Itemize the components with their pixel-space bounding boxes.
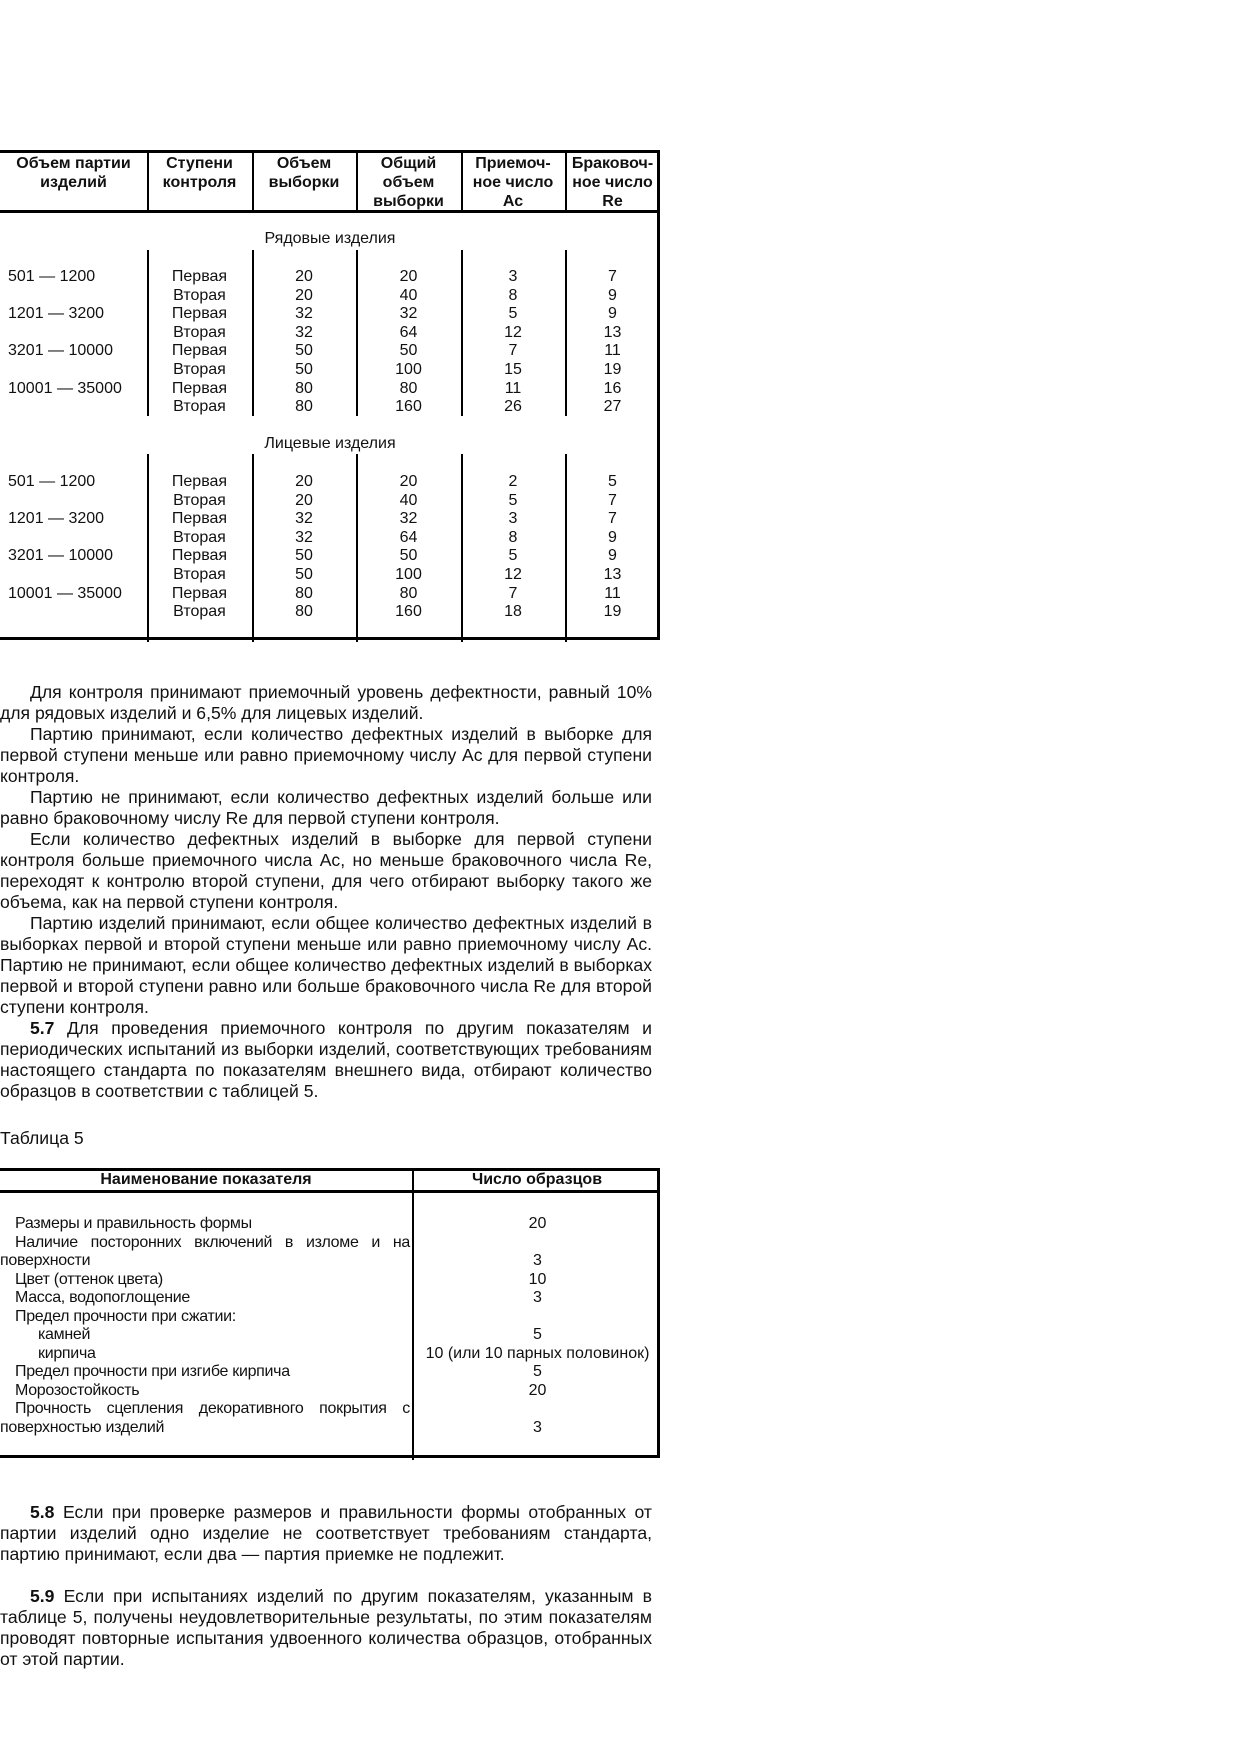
table-cell: Первая [171,473,228,490]
table-cell: 50 [399,342,418,360]
table-cell: 19 [603,361,622,378]
table-cell: 20 [295,473,313,490]
table-cell: 16 [603,379,622,397]
table-cell: 100 [395,566,422,583]
table-cell: 64 [399,528,418,546]
table-cell: 11 [504,379,522,397]
table-cell: 8 [508,528,518,546]
table-cell: 40 [399,286,418,304]
table-cell [8,361,147,380]
header-sample-count: Число образцов [471,1171,603,1188]
header-lot-size [0,154,147,210]
table-cell: 50 [295,566,313,583]
header-line: Ас [502,193,524,210]
indicator-name: камней [38,1326,91,1343]
table-cell: 32 [295,510,313,528]
paragraph-text: Партию не принимают, если количество дефектных изделий больше или равно браковочному числу Re для первой ступени контроля. [0,787,652,828]
table-cell: 501 — 1200 [8,268,96,285]
table-cell: 32 [295,528,313,546]
paragraph-text: Для контроля принимают приемочный уровень дефектности, равный 10% для рядовых изделий и 6,5% для лицевых изделий. [0,682,652,723]
header-line: Re [602,193,623,210]
sample-count: 3 [533,1418,542,1436]
table-cell: 7 [608,268,617,285]
table-cell: 10001 — 35000 [8,379,122,397]
table-cell: 80 [399,584,418,602]
clause-number: 5.7 [30,1018,67,1038]
table-cell: 9 [608,528,617,546]
table-cell: 19 [603,603,622,621]
table-cell: 501 — 1200 [8,473,96,490]
header-line: выборки [268,174,340,191]
paragraph-text: Партию изделий принимают, если общее количество дефектных изделий в выборках первой и второй ступени меньше или равно приемочному числу Ас. Партию не принимают, если общее количество дефектных изделий в выборках первой и второй ступени равно или больше браковочного числа Re для второй ступени контроля. [0,913,652,1017]
table-cell: 50 [295,361,313,378]
table-cell: 80 [399,379,418,397]
indicator-name: поверхности [0,1252,91,1269]
header-indicator-name: Наименование показателя [100,1171,312,1188]
header-line: Объем партии [16,155,131,172]
header-acceptance-number [461,154,565,210]
table-cell: Вторая [173,603,226,621]
sample-count-table [0,1168,660,1460]
table-cell: 50 [295,547,313,565]
sample-count: 3 [533,1289,542,1306]
table5-caption: Таблица 5 [0,1128,84,1148]
table-cell [8,603,147,622]
table-cell: 26 [504,398,522,416]
section-title: Лицевые изделия [264,435,396,452]
paragraph [0,724,652,787]
table-cell: 11 [604,584,621,602]
table-cell: 3201 — 10000 [8,547,113,565]
table-cell: 27 [603,398,622,416]
header-line: выборки [373,193,444,210]
table-cell: 160 [395,603,422,621]
section-title: Рядовые изделия [264,230,396,247]
paragraph [0,787,652,829]
paragraph-text: Для проведения приемочного контроля по другим показателям и периодических испытаний из выборки изделий, соответствующих требованиям настоящего стандарта по показателям внешнего вида, отбирают количество образцов в соответствии с таблицей 5. [0,1018,652,1101]
paragraph-text: Партию принимают, если количество дефектных изделий в выборке для первой ступени меньше или равно приемочному числу Ас для первой ступени контроля. [0,724,652,786]
table-cell: Первая [171,342,228,360]
table-cell: Вторая [173,566,226,583]
table-cell: 64 [399,323,418,341]
table-cell: 5 [508,491,518,509]
paragraph [0,829,652,913]
table-cell: Первая [171,379,228,397]
paragraph [0,682,652,724]
table-cell: 13 [603,566,622,583]
header-line: Ступени [166,155,233,172]
header-line: Браковоч- [571,155,654,172]
table-cell: Первая [171,547,228,565]
paragraph-text: Если при проверке размеров и правильности формы отобранных от партии изделий одно изделие не соответствует требованиям стандарта, партию принимают, если два — партия приемке не подлежит. [0,1502,652,1564]
table-cell: 7 [508,342,518,360]
table-cell: 40 [399,491,418,509]
header-divider [0,1190,660,1193]
table-cell: 3201 — 10000 [8,342,113,360]
indicator-name: Прочность сцепления декоративного покрытия с [15,1400,410,1417]
table-cell: 20 [399,473,418,490]
table-cell: 2 [508,473,518,490]
table-cell: 7 [608,491,617,509]
table-cell: 80 [295,603,313,621]
header-control-stage [147,154,252,210]
indicator-name: кирпича [38,1344,96,1362]
table-cell: Первая [171,268,228,285]
table-cell: 5 [508,547,518,565]
header-sample-size [252,154,356,210]
indicator-name: Морозостойкость [15,1381,140,1399]
header-total-sample-size [356,154,461,210]
sampling-plan-table [0,150,660,642]
header-line: Общий [380,155,437,172]
table-cell [8,398,147,417]
sample-count: 5 [533,1326,542,1343]
table-cell: 9 [608,286,617,304]
table-cell: 8 [508,286,518,304]
indicator-name: Предел прочности при изгибе кирпича [15,1363,290,1380]
clause-number: 5.9 [30,1586,64,1606]
table-cell: 80 [295,379,313,397]
paragraph-text: Если при испытаниях изделий по другим показателям, указанным в таблице 5, получены неудовлетворительные результаты, по этим показателям проводят повторные испытания удвоенного количества образцов, отобранных от этой партии. [0,1586,652,1669]
table-cell [8,492,147,511]
table-cell [8,324,147,343]
table-cell: 100 [395,361,422,378]
table-cell: 9 [608,547,617,565]
indicator-name: Наличие посторонних включений в изломе и на [15,1233,410,1251]
table-cell: Вторая [173,286,226,304]
table-cell: 5 [508,305,518,323]
table-cell: 12 [504,566,522,583]
table-cell: 20 [295,286,313,304]
table-cell: 32 [399,305,418,323]
table-cell: 1201 — 3200 [8,510,105,528]
paragraph [0,1586,652,1670]
table-cell: 1201 — 3200 [8,305,105,323]
table-cell: Вторая [173,528,226,546]
table-cell: 50 [399,547,418,565]
table-cell: Вторая [173,491,226,509]
header-line: Приемоч- [475,155,551,172]
table-cell: Первая [171,510,228,528]
indicator-name: Предел прочности при сжатии: [15,1307,236,1325]
sample-count: 3 [533,1252,542,1269]
sample-count: 10 [528,1270,547,1288]
table-cell: 9 [608,305,617,323]
table-cell: 80 [295,398,313,416]
column-divider [412,1168,414,1460]
table-cell: 32 [399,510,418,528]
table-cell: Вторая [173,323,226,341]
table-cell: 32 [295,323,313,341]
indicator-name: Цвет (оттенок цвета) [15,1270,163,1288]
indicator-name: Размеры и правильность формы [15,1215,252,1232]
table-cell: 18 [504,603,522,621]
sample-count: 20 [528,1381,547,1399]
indicator-name: Масса, водопоглощение [15,1289,191,1306]
paragraph [0,1502,652,1565]
table-cell [8,529,147,548]
header-line: ное число [572,174,653,191]
table-cell: Вторая [173,398,226,416]
table-cell: Первая [171,584,228,602]
table-cell: 7 [608,510,617,528]
table-cell: 15 [504,361,522,378]
header-line: объем [382,174,435,191]
clause-number: 5.8 [30,1502,63,1522]
sample-count: 5 [533,1363,542,1380]
paragraph-text: Если количество дефектных изделий в выборке для первой ступени контроля больше приемочного числа Ас, но меньше браковочного числа Re, переходят к контролю второй ступени, для чего отбирают выборку такого же объема, как на первой ступени контроля. [0,829,652,912]
table-cell: 7 [508,584,518,602]
header-line: Объем [276,155,332,172]
header-rejection-number [565,154,660,210]
table-cell: 10001 — 35000 [8,584,122,602]
table-cell: 3 [508,268,518,285]
table-cell: Вторая [173,361,226,378]
table-cell: Первая [171,305,228,323]
table-cell: 160 [395,398,422,416]
table-cell: 13 [603,323,622,341]
table-cell [8,566,147,585]
table-cell [8,287,147,306]
table-cell: 11 [604,342,621,360]
table-cell: 3 [508,510,518,528]
paragraph [0,1018,652,1102]
indicator-name: поверхностью изделий [0,1418,165,1436]
sample-count: 10 (или 10 парных половинок) [425,1344,650,1362]
table-cell: 5 [608,473,617,490]
header-line: контроля [162,174,237,191]
table-cell: 50 [295,342,313,360]
table-cell: 20 [295,268,313,285]
sample-count: 20 [528,1215,547,1232]
table-cell: 32 [295,305,313,323]
paragraph [0,913,652,1018]
table-cell: 20 [399,268,418,285]
table-cell: 12 [504,323,522,341]
table-cell: 20 [295,491,313,509]
header-line: изделий [40,174,107,191]
header-line: ное число [472,174,554,191]
table-cell: 80 [295,584,313,602]
